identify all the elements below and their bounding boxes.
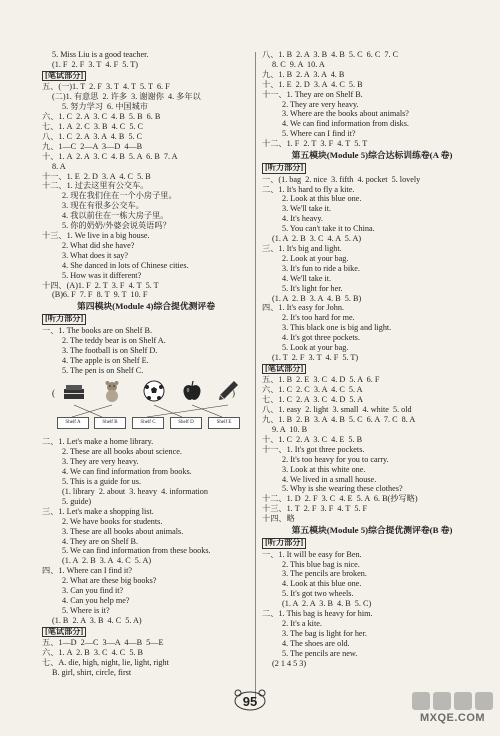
answer-line: 5. Where is it? — [62, 605, 110, 615]
module4-heading: 第四模块(Module 4)综合提优测评卷 — [76, 301, 216, 312]
right-block1 — [262, 50, 482, 149]
answer-line: 2. This blue bag is nice. — [282, 559, 360, 569]
answer-line: 5. Look at your bag. — [282, 343, 349, 353]
answer-line: (1. library 2. about 3. heavy 4. information — [62, 487, 208, 496]
answer-line: (B)6. F 7. F 8. T 9. T 10. F — [52, 290, 148, 300]
answer-line: 2. The teddy bear is on Shelf A. — [62, 335, 166, 345]
answer-line: 4. We can find information from disks. — [282, 119, 409, 129]
answer-line: 4. Can you help me? — [62, 595, 130, 605]
shelf-b-box: Shelf B — [94, 417, 126, 429]
answer-line: 4. It's heavy. — [282, 214, 323, 224]
left-block3 — [42, 326, 250, 376]
answer-line: 5. guide) — [62, 496, 92, 506]
answer-line: 3. This black one is big and light. — [282, 323, 392, 333]
answer-line: 六、1. A 2. B 3. C 4. C 5. B — [42, 648, 143, 658]
answer-line: 8. A — [52, 161, 66, 171]
answer-line: 5. It's light for her. — [282, 283, 343, 293]
shelf-c-box: Shelf C — [132, 417, 164, 429]
answer-line: 2. What are these big books? — [62, 576, 157, 586]
watermark-text: MXQE.COM — [419, 712, 486, 724]
answer-line: 2. They are very heavy. — [282, 99, 359, 109]
answer-line: (二)1. 有意思 2. 许多 3. 谢谢你 4. 多年以 — [52, 92, 201, 102]
written-section-tag: [笔试部分] — [42, 71, 86, 82]
answer-line: 七、A. die, high, night, lie, light, right — [42, 658, 169, 668]
left-block4 — [42, 437, 250, 625]
answer-line: 八、1. C 2. A 3. A 4. B 5. C — [42, 131, 143, 141]
answer-line: 4. It's got three pockets. — [282, 333, 360, 343]
answer-line: 四、1. It's easy for John. — [262, 303, 344, 313]
answer-line: 一、(1. bag 2. nice 3. fifth 4. pocket 5. lovely — [262, 174, 421, 184]
answer-line: 八、1. easy 2. light 3. small 4. white 5. old — [262, 405, 412, 415]
answer-line: 十二、1. D 2. F 3. C 4. E 5. A 6. B(抄写略) — [262, 494, 418, 504]
page-number: 95 — [230, 688, 270, 712]
answer-line: 5. How was it different? — [62, 270, 142, 280]
answer-line: 十四、略 — [262, 514, 295, 524]
answer-line: (1. A 2. B 3. A 4. C 5. A) — [62, 556, 152, 566]
answer-line: 十一、1. It's got three pockets. — [262, 444, 365, 454]
answer-line: 七、1. A 2. C 3. B 4. C 5. C — [42, 122, 143, 132]
answer-line: 五、1—D 2—C 3—A 4—B 5—E — [42, 638, 164, 648]
answer-line: 3. These are all books about animals. — [62, 526, 184, 536]
answer-line: 3. They are very heavy. — [62, 457, 139, 467]
answer-line: 五、(一)1. T 2. F 3. T 4. T 5. T 6. F — [42, 82, 170, 92]
answer-line: 十一、1. They are on Shelf B. — [262, 89, 363, 99]
answer-line: 5. The pencils are new. — [282, 648, 358, 658]
answer-line: 六、1. C 2. A 3. C 4. B 5. B 6. B — [42, 112, 161, 122]
answer-line: 八、1. B 2. A 3. B 4. B 5. C 6. C 7. C — [262, 50, 399, 59]
answer-line: 3. Can you find it? — [62, 586, 124, 596]
answer-line: 4. 我以前住在一栋大房子里。 — [62, 211, 169, 221]
answer-line: 2. It's too hard for me. — [282, 313, 355, 323]
column-divider — [255, 52, 256, 700]
answer-line: 4. They are on Shelf B. — [62, 536, 139, 546]
answer-line: 5. Miss Liu is a good teacher. — [52, 50, 149, 59]
answer-line: 4. She danced in lots of Chinese cities. — [62, 260, 189, 270]
answer-line: 5. This is a guide for us. — [62, 477, 141, 487]
answer-line: 六、1. C 2. C 3. A 4. C 5. A — [262, 385, 363, 395]
answer-line: 十、1. E 2. D 3. A 4. C 5. B — [262, 79, 363, 89]
answer-line: (1. T 2. F 3. T 4. F 5. T) — [272, 352, 359, 362]
answer-line: 一、1. It will be easy for Ben. — [262, 549, 362, 559]
left-column — [42, 50, 250, 678]
answer-line: 二、1. This bag is heavy for him. — [262, 609, 373, 619]
answer-line: 2. We have books for students. — [62, 516, 163, 526]
answer-line: B. girl, shirt, circle, first — [52, 668, 132, 677]
matching-pictures: ( ) Shelf A Shelf B Shelf C Shelf D Shelf E — [42, 377, 250, 435]
answer-line: 5. Where can I find it? — [282, 129, 356, 139]
right-block4 — [262, 550, 482, 669]
left-block5 — [42, 638, 250, 678]
answer-line: 十三、1. T 2. F 3. F 4. T 5. F — [262, 504, 368, 514]
answer-line: (1. A 2. B 3. A 4. B 5. B) — [272, 293, 362, 303]
answer-line: 4. Look at this blue one. — [282, 579, 362, 589]
answer-line: 3. 现在有很多公交车。 — [62, 201, 144, 211]
left-block1 — [42, 50, 250, 70]
answer-line: 十二、1. F 2. T 3. F 4. T 5. T — [262, 139, 368, 149]
answer-line: 4. We lived in a small house. — [282, 474, 377, 484]
answer-line: 九、1. B 2. B 3. A 4. B 5. C 6. A 7. C 8. A — [262, 415, 416, 425]
answer-line: 3. The football is on Shelf D. — [62, 345, 158, 355]
answer-line: (1. F 2. F 3. T 4. F 5. T) — [52, 59, 138, 69]
answer-line: (2 1 4 5 3) — [272, 658, 307, 668]
answer-line: 三、1. Let's make a shopping list. — [42, 506, 154, 516]
answer-line: 2. Look at this blue one. — [282, 194, 362, 204]
answer-line: 十二、1. 过去这里有公交车。 — [42, 181, 149, 191]
right-block3 — [262, 375, 482, 524]
answer-line: 9. A 10. B — [272, 425, 308, 434]
answer-line: 8. C 9. A 10. A — [272, 59, 325, 69]
answer-line: 3. It's fun to ride a bike. — [282, 263, 360, 273]
shelf-a-box: Shelf A — [57, 417, 89, 429]
answer-line: 五、1. B 2. E 3. C 4. D 5. A 6. F — [262, 375, 380, 385]
right-block2 — [262, 175, 482, 363]
left-block2 — [42, 82, 250, 300]
answer-line: 2. These are all books about science. — [62, 447, 182, 457]
answer-line: 三、1. It's big and light. — [262, 244, 342, 253]
answer-line: 3. The bag is light for her. — [282, 628, 367, 638]
answer-line: 四、1. Where can I find it? — [42, 566, 133, 576]
answer-line: 十、1. C 2. A 3. C 4. E 5. B — [262, 434, 363, 444]
module5b-heading: 第五模块(Module 5)综合提优测评卷(B 卷) — [291, 525, 453, 536]
answer-line: 十、1. A 2. A 3. C 4. B 5. A 6. B 7. A — [42, 151, 178, 161]
answer-line: (1. B 2. A 3. B 4. C 5. A) — [52, 615, 142, 625]
answer-line: 5. We can find information from these books. — [62, 546, 211, 556]
answer-line: 2. It's too heavy for you to carry. — [282, 454, 389, 464]
answer-line: 5. It's got two wheels. — [282, 589, 354, 599]
listening-section-tag: [听力部分] — [42, 314, 86, 325]
answer-line: 十三、1. We live in a big house. — [42, 231, 150, 240]
answer-line: 2. It's a kite. — [282, 619, 322, 628]
answer-line: 十一、1. E 2. D 3. A 4. C 5. B — [42, 171, 151, 181]
shelf-d-box: Shelf D — [170, 417, 202, 429]
answer-line: 九、1. B 2. A 3. A 4. B — [262, 69, 345, 79]
answer-line: 4. The apple is on Shelf E. — [62, 355, 149, 365]
written-section-tag-5a: [笔试部分] — [262, 364, 306, 375]
answer-line: 2. What did she have? — [62, 240, 135, 250]
answer-line: 5. You can't take it to China. — [282, 224, 375, 234]
answer-line: 3. Where are the books about animals? — [282, 109, 409, 119]
answer-line: 2. Look at your bag. — [282, 253, 349, 263]
answer-line: 4. We can find information from books. — [62, 467, 192, 477]
answer-line: 九、1—C 2—A 3—D 4—B — [42, 141, 143, 151]
answer-line: 2. 现在我们住在一个小房子里。 — [62, 191, 177, 201]
answer-line: 5. 努力学习 6. 中国城市 — [62, 102, 148, 112]
answer-line: 4. We'll take it. — [282, 273, 332, 283]
answer-line: 3. We'll take it. — [282, 204, 332, 214]
answer-line: 4. The shoes are old. — [282, 638, 350, 648]
answer-line: 3. What does it say? — [62, 250, 129, 260]
answer-line: 3. The pencils are broken. — [282, 569, 367, 579]
answer-line: 5. Why is she wearing these clothes? — [282, 484, 403, 494]
answer-line: 十四、(A)1. F 2. T 3. F 4. T 5. T — [42, 280, 159, 290]
listening-section-tag-5b: [听力部分] — [262, 538, 306, 549]
listening-section-tag-5a: [听力部分] — [262, 163, 306, 174]
answer-line: 七、1. C 2. A 3. C 4. D 5. A — [262, 395, 363, 405]
answer-line: 二、1. It's hard to fly a kite. — [262, 184, 355, 194]
answer-line: 一、1. The books are on Shelf B. — [42, 325, 153, 335]
answer-line: (1. A 2. B 3. C 4. A 5. A) — [272, 234, 362, 244]
shelf-e-box: Shelf E — [208, 417, 240, 429]
written-section-tag-2: [笔试部分] — [42, 627, 86, 638]
answer-line: 5. 你的奶奶/外婆会说英语吗？ — [62, 221, 171, 231]
answer-line: 二、1. Let's make a home library. — [42, 437, 154, 447]
answer-line: (1. A 2. A 3. B 4. B 5. C) — [282, 599, 372, 609]
answer-line: 5. The pen is on Shelf C. — [62, 365, 144, 375]
right-column — [262, 50, 482, 669]
answer-line: 3. Look at this white one. — [282, 464, 366, 474]
module5a-heading: 第五模块(Module 5)综合达标训练卷(A 卷) — [291, 150, 453, 161]
